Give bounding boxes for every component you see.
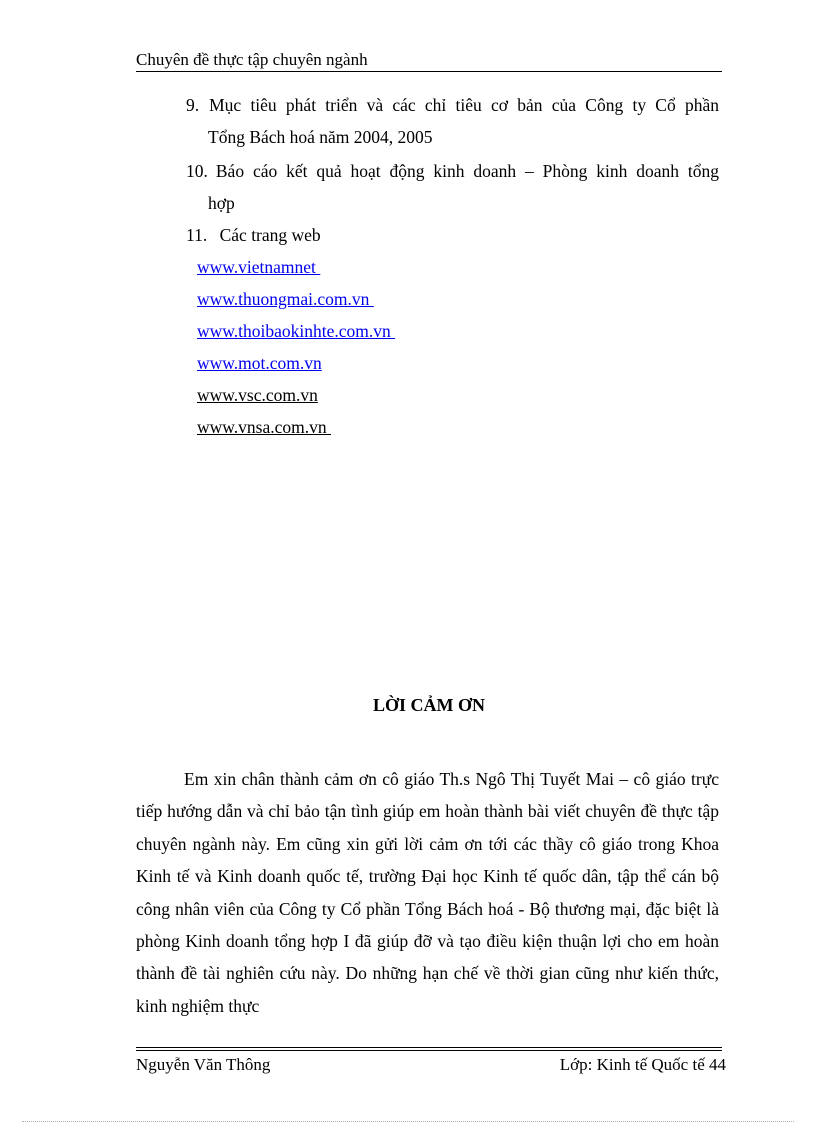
footer-author: Nguyễn Văn Thông (136, 1055, 271, 1074)
footer-class: Lớp: Kinh tế Quốc tế 44 (559, 1055, 726, 1074)
reference-item-10 (186, 155, 719, 219)
website-link[interactable]: www.vsc.com.vn (197, 385, 318, 405)
reference-number: 10. (186, 161, 208, 181)
website-link[interactable]: www.vnsa.com.vn (197, 417, 331, 437)
reference-text-line: Mục tiêu phát triển và các chỉ tiêu cơ bản của Công ty Cổ phần (209, 95, 719, 115)
footer-divider (136, 1047, 722, 1048)
reference-item-11 (186, 219, 321, 251)
website-link[interactable]: www.vietnamnet (197, 257, 321, 277)
footer-divider (136, 1050, 722, 1051)
website-link[interactable]: www.thoibaokinhte.com.vn (197, 321, 396, 341)
reference-text-line: hợp (208, 193, 235, 213)
page-bottom-dotted-line (22, 1121, 794, 1122)
reference-text-line: Các trang web (219, 225, 321, 245)
website-link[interactable]: www.thuongmai.com.vn (197, 289, 374, 309)
acknowledgement-paragraph: Em xin chân thành cảm ơn cô giáo Th.s Ngô Thị Tuyết Mai – cô giáo trực tiếp hướng dẫn và chỉ bảo tận tình giúp em hoàn thành bài viết chuyên đề thực tập chuyên ngành này. Em cũng xin gửi lời cảm ơn tới các thầy cô giáo trong Khoa Kinh tế và Kinh doanh quốc tế, trường Đại học Kinh tế quốc dân, tập thể cán bộ công nhân viên của Công ty Cổ phần Tổng Bách hoá - Bộ thương mại, đặc biệt là phòng Kinh doanh tổng hợp I đã giúp đỡ và tạo điều kiện thuận lợi cho em hoàn thành đề tài nghiên cứu này. Do những hạn chế về thời gian cũng như kiến thức, kinh nghiệm thực (136, 769, 719, 1016)
website-list (197, 251, 395, 443)
reference-number: 11. (186, 225, 208, 245)
acknowledgement-heading: LỜI CẢM ƠN (373, 695, 485, 715)
website-link[interactable]: www.mot.com.vn (197, 353, 322, 373)
reference-text-line: Báo cáo kết quả hoạt động kinh doanh – Phòng kinh doanh tổng (215, 161, 719, 181)
reference-item-9 (186, 89, 719, 153)
header-divider (136, 71, 722, 72)
page-header-title: Chuyên đề thực tập chuyên ngành (136, 50, 368, 69)
reference-number: 9. (186, 95, 200, 115)
reference-text-line: Tổng Bách hoá năm 2004, 2005 (208, 127, 433, 147)
